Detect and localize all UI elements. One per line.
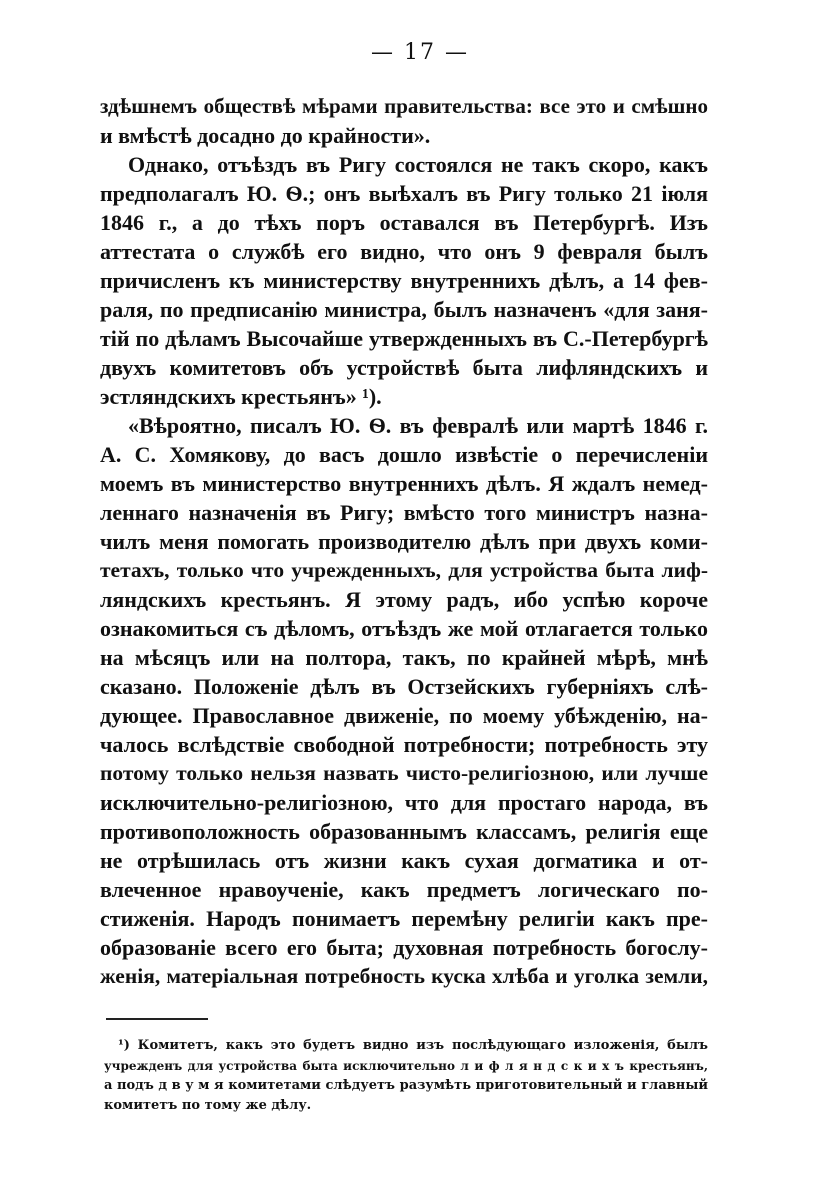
- text-line: ляндскихъ крестьянъ. Я этому радъ, ибо успѣю короче: [100, 587, 708, 612]
- footnotes: [104, 1036, 708, 1116]
- text-line: эстляндскихъ крестьянъ» ¹).: [100, 384, 382, 409]
- text-line: стиженія. Народъ понимаетъ перемѣну религіи какъ пре-: [100, 906, 708, 931]
- footnote-line: учрежденъ для устройства быта исключительно л и ф л я н д с к и х ъ крестьянъ,: [104, 1059, 708, 1073]
- body-text: [100, 92, 708, 991]
- text-line: «Вѣроятно, писалъ Ю. Ѳ. въ февралѣ или мартѣ 1846 г.: [128, 413, 708, 438]
- text-line: ознакомиться съ дѣломъ, отъѣздъ же мой отлагается только: [100, 616, 708, 641]
- text-line: сказано. Положеніе дѣлъ въ Остзейскихъ губерніяхъ слѣ-: [100, 674, 708, 699]
- page-number: — 17 —: [371, 40, 469, 65]
- text-line: аттестата о службѣ его видно, что онъ 9 февраля былъ: [100, 239, 708, 264]
- text-line: чилъ меня помогать производителю дѣлъ при двухъ коми-: [100, 529, 708, 554]
- text-line: причисленъ къ министерству внутреннихъ дѣлъ, а 14 фев-: [100, 268, 708, 293]
- footnote-divider: [106, 1018, 208, 1020]
- text-line: тій по дѣламъ Высочайше утвержденныхъ въ С.-Петербургѣ: [100, 326, 708, 351]
- footnote-line: ¹) Комитетъ, какъ это будетъ видно изъ послѣдующаго изложенія, былъ: [118, 1038, 708, 1053]
- text-line: раля, по предписанію министра, былъ назначенъ «для заня-: [100, 297, 708, 322]
- text-line: и вмѣстѣ досадно до крайности».: [100, 123, 431, 148]
- text-line: не отрѣшилась отъ жизни какъ сухая догматика и от-: [100, 848, 708, 873]
- text-line: исключительно-религіозною, что для простаго народа, въ: [100, 790, 708, 815]
- text-line: Однако, отъѣздъ въ Ригу состоялся не такъ скоро, какъ: [128, 152, 708, 177]
- text-line: на мѣсяцъ или на полтора, такъ, по крайней мѣрѣ, мнѣ: [100, 645, 708, 670]
- text-line: двухъ комитетовъ объ устройствѣ быта лифляндскихъ и: [100, 355, 708, 380]
- text-line: моемъ въ министерство внутреннихъ дѣлъ. Я ждалъ немед-: [100, 471, 708, 496]
- text-line: предполагалъ Ю. Ѳ.; онъ выѣхалъ въ Ригу только 21 іюля: [100, 181, 708, 206]
- text-line: чалось вслѣдствіе свободной потребности; потребность эту: [100, 732, 708, 757]
- text-line: 1846 г., а до тѣхъ поръ оставался въ Петербургѣ. Изъ: [100, 210, 708, 235]
- text-line: образованіе всего его быта; духовная потребность богослу-: [100, 935, 708, 960]
- text-line: здѣшнемъ обществѣ мѣрами правительства: все это и смѣшно: [100, 94, 708, 118]
- text-line: противоположность образованнымъ классамъ, религія еще: [100, 819, 708, 844]
- text-line: влеченное нравоученіе, какъ предметъ логическаго по-: [100, 877, 708, 902]
- text-line: леннаго назначенія въ Ригу; вмѣсто того министръ назна-: [100, 500, 708, 525]
- footnote-line: а подъ д в у м я комитетами слѣдуетъ разумѣть приготовительный и главный: [104, 1078, 708, 1093]
- text-line: А. С. Хомякову, до васъ дошло извѣстіе о перечисленіи: [100, 442, 708, 467]
- text-line: тетахъ, только что учрежденныхъ, для устройства быта лиф-: [100, 558, 708, 582]
- text-line: потому только нельзя назвать чисто-религіозною, или лучше: [100, 761, 708, 785]
- text-line: женія, матеріальная потребность куска хлѣба и уголка земли,: [100, 964, 708, 988]
- text-line: дующее. Православное движеніе, по моему убѣжденію, на-: [100, 703, 708, 728]
- footnote-line: комитетъ по тому же дѣлу.: [104, 1098, 312, 1113]
